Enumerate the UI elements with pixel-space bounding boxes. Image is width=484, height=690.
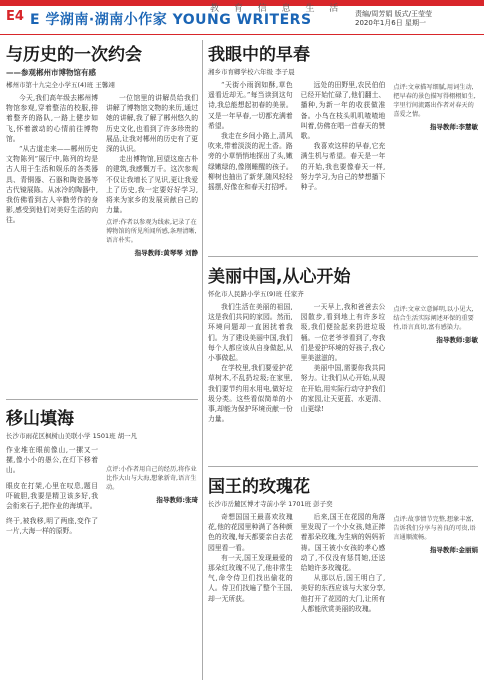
article-king-rose: [208, 472, 478, 684]
teacher-comment: 点评:文章描写细腻,用词生动,把早春的景色描写得栩栩如生,字里行间流露出作者对春天的喜爱之情。: [393, 84, 476, 118]
article-title: 国王的玫瑰花: [208, 477, 310, 497]
article-title: 移山填海: [6, 409, 74, 429]
tutor-credit: 指导教师:黄琴琴 刘静: [134, 249, 198, 258]
poem-stanza: 终于,被我移,明了两座,变作了一片,大海一样的原野。: [6, 517, 98, 536]
article-byline: 怀化市人民路小学五(9)班 任家齐: [208, 290, 304, 298]
page-number: E4: [6, 9, 24, 24]
tutor-credit: 指导教师:金丽娟: [429, 546, 478, 554]
article-title: 与历史的一次约会: [6, 45, 142, 65]
article-early-spring: [208, 40, 478, 252]
article-byline: 长沙市岳麓区博才寺前小学 1701班 彭子奕: [208, 500, 333, 508]
paragraph: 走出博物馆,回望这座古朴的建筑,我感慨万千。这次参观不仅让我增长了见识,更让我爱上了历史,我一定要好好学习,将来为家乡的发展贡献自己的力量。: [106, 155, 198, 215]
paragraph: 在学校里,我们要爱护花草树木,不乱扔垃圾;在家里,我们要节约用水用电,做好垃圾分类。这些看似简单的小事,却能为保护环境贡献一份力量。: [208, 364, 293, 424]
paragraph: 有一天,国王发现最爱的那朵红玫瑰不见了,他非常生气,命令侍卫们找出偷花的人。侍卫们找遍了整个王国,却一无所获。: [208, 553, 293, 603]
article-title: 美丽中国,从心开始: [208, 267, 351, 287]
editor-line: 责编/周芳娟 版式/王莹莹: [355, 10, 432, 18]
tutor-credit: 指导教师:彭敏: [436, 336, 478, 344]
article-title: 我眼中的早春: [208, 45, 310, 65]
teacher-comment: 点评:作者以参观为线索,记录了在博物馆的所见所闻所感,条理清晰,语言朴实。: [106, 219, 197, 245]
paragraph: 奇想国国王最喜欢玫瑰花,他的花园里种满了各种颜色的玫瑰,每天都要亲自去花园里看一看。: [208, 513, 293, 552]
paragraph: 一天早上,我和爸爸去公园散步,看到地上有许多垃圾,我们便捡起来扔进垃圾桶。一位老爷爷看到了,夸我们是爱护环境的好孩子,我心里美滋滋的。: [300, 303, 386, 363]
masthead: [0, 4, 484, 33]
paragraph: 今天,我们高年级去郴州博物馆参观,穿着整洁的校服,排着整齐的路队,一路上健步如飞,怀着激动的心情前往博物馆。: [6, 94, 98, 143]
poem-stanza: 作业堆在眼前像山,一摞又一摞,像小小的愚公,在灯下移着山。: [6, 446, 98, 475]
paragraph: 后来,国王在花园的角落里发现了一个小女孩,她正捧着那朵玫瑰,为生病的妈妈祈祷。国王被小女孩的孝心感动了,不仅没有惩罚她,还送给她许多玫瑰花。: [300, 513, 386, 573]
article-history: [6, 40, 198, 395]
paragraph: 美丽中国,需要你我共同努力。让我们从心开始,从现在开始,用实际行动守护我们的家园,让天更蓝、水更清、山更绿!: [300, 364, 386, 414]
paragraph: 我走在乡间小路上,清风吹来,带着淡淡的泥土香。路旁的小草悄悄地探出了头,嫩绿嫩绿的,像刚睡醒的孩子。柳树也抽出了新芽,随风轻轻摇摆,好像在和春天打招呼。: [208, 132, 293, 192]
article-poem: [6, 404, 198, 684]
paragraph: 从那以后,国王明白了,美好的东西应该与大家分享,他打开了花园的大门,让所有人都能欣赏美丽的玫瑰。: [300, 574, 386, 613]
article-beautiful-china: [208, 262, 478, 462]
section-divider: [208, 256, 478, 257]
paragraph: 远处的田野里,农民伯伯已经开始忙碌了,他们翻土、播种,为新一年的收获做准备。小鸟在枝头叽叽喳喳地叫着,仿佛在唱一首春天的赞歌。: [300, 81, 386, 141]
column-divider: [202, 40, 203, 680]
paragraph: 我喜欢这样的早春,它充满生机与希望。春天是一年的开始,我也要像春天一样,努力学习,为自己的梦想播下种子。: [300, 142, 386, 192]
section-divider: [208, 466, 478, 467]
tutor-credit: 指导教师:李慧敏: [429, 123, 478, 131]
article-byline: 郴州市第十九完全小学五(4)班 王馨翊: [6, 81, 115, 89]
tutor-credit: 指导教师:张琦: [156, 496, 198, 504]
masthead-divider: [0, 34, 484, 35]
slogan: 教 育 信 息 生 活: [210, 4, 345, 14]
teacher-comment: 点评:小作者用自己的经历,将作业比作大山与大海,想象新奇,语言生动。: [106, 466, 197, 491]
paragraph: 我们生活在美丽的祖国,这是我们共同的家园。然而,环境问题却一直困扰着我们。为了建设美丽中国,我们每个人都应该从自身做起,从小事做起。: [208, 303, 293, 363]
teacher-comment: 点评:故事情节完整,想象丰富,告诉我们分享与善良的可贵,语言通顺流畅。: [393, 516, 476, 541]
teacher-comment: 点评:文章立意鲜明,以小见大,结合生活实际阐述环保的重要性,语言真切,富有感染力。: [393, 306, 474, 331]
article-byline: 湘乡市育卿学校六年级 李子晨: [208, 68, 295, 76]
section-divider: [6, 399, 198, 400]
article-byline: 长沙市雨花区枫树山美联小学 1501班 胡一凡: [6, 432, 138, 440]
paragraph: 一位馆里的讲解员给我们讲解了博物馆文物的来历,通过她的讲解,我了解了郴州悠久的历史文化,也看到了许多珍贵的展品,让我对郴州的历史有了更深的认识。: [106, 94, 198, 154]
column-brand: E 学湖南·湖南小作家 YOUNG WRITERS: [30, 12, 312, 28]
paragraph: “从古道走来——郴州历史文物陈列”展厅中,陈列的均是古人用于生活和娱乐的各类器具、青铜器、石器和陶瓷器等古代镜展陈。从冰冷的陶器中,我仿佛看到古人辛勤劳作的身影,感受到他们对美好生活的向往。: [6, 145, 98, 225]
article-subtitle: ——参观郴州市博物馆有感: [6, 68, 96, 77]
date-line: 2020年1月6日 星期一: [355, 19, 426, 27]
poem-stanza: 眼皮在打架,心里在叹息,题目吓破胆,我要是精卫该多好,我会衔来石子,把作业的海填平。: [6, 481, 98, 511]
editor-info: [355, 10, 432, 28]
paragraph: “天街小雨润如酥,草色遥看近却无。”每当读到这句诗,我总能想起初春的美景。又是一年早春,一切都充满着希望。: [208, 81, 293, 130]
